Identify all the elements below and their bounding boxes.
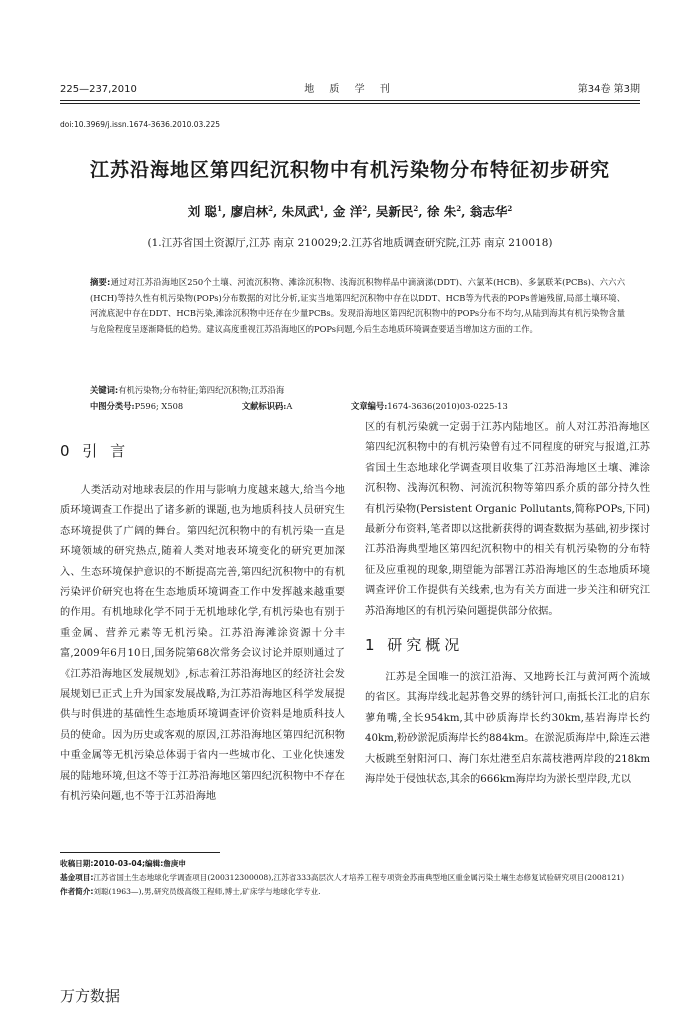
fund: 基金项目:江苏省国土生态地球化学调查项目(200312300008),江苏省333高层次人才培养工程专项资金苏南典型地区重金属污染土壤生态修复试验研究项目(2008121): [60, 873, 625, 882]
author: 吴新民$^2$: [375, 203, 419, 219]
received-date: 收稿日期:2010-03-04;编辑:詹庚申: [60, 859, 187, 868]
header-journal: 地 质 学 刊: [304, 84, 396, 95]
clc: 中图分类号:P596; X508: [90, 400, 184, 411]
affiliation: (1.江苏省国土资源厅,江苏 南京 210029;2.江苏省地质调查研究院,江苏 南京 210018): [147, 237, 553, 249]
intro-paragraph-continued: 区的有机污染就一定弱于江苏内陆地区。前人对江苏沿海地区第四纪沉积物中的有机污染曾有过不同程度的研究与报道,江苏省国土生态地球化学调查项目收集了江苏沿海地区土壤、滩涂沉积物、浅海沉积物、河流沉积物等第四系介质的部分持久性有机污染物(Persistent Organic Pollutants,简称POPs,下同)最新分布资料,笔者即以这批新获得的调查数据为基础,初步探讨江苏沿海典型地区第四纪沉积物中的相关有机污染物的分布特征及应重视的现象,期望能为部署江苏沿海地区的生态地质环境调查评价工作提供有关线索,也为有关方面进一步关注和研究江苏沿海地区的有机污染问题提供部分依据。: [365, 422, 650, 617]
header-rule-thick: [60, 100, 640, 101]
overview-paragraph: 江苏是全国唯一的滨江沿海、又地跨长江与黄河两个流域的省区。其海岸线北起苏鲁交界的绣针河口,南抵长江北的启东蓼角嘴,全长954km,其中砂质海岸长约30km,基岩海岸长约40km,粉砂淤泥质海岸长约884km。在淤泥质海岸中,除连云港大板跳至射阳河口、海门东灶港至启东蒿枝港两岸段的218km海岸处于侵蚀状态,其余的666km海岸均为淤长型岸段,尤以: [365, 672, 650, 786]
left-column: [60, 481, 345, 808]
doc-code: 文献标识码:A: [241, 400, 293, 411]
author: 翁志华$^2$: [469, 203, 513, 219]
keywords-text: 有机污染物;分布特征;第四纪沉积物;江苏沿海: [118, 385, 285, 395]
classification: [90, 399, 625, 415]
author: 金 洋$^2$: [332, 203, 368, 219]
author: 朱凤武$^1$: [281, 203, 325, 219]
intro-paragraph: 人类活动对地球表层的作用与影响力度越来越大,给当今地质环境调查工作提出了诸多新的课题,也为地质科技人员研究生态环境提供了广阔的舞台。第四纪沉积物中的有机污染一直是环境领域的研究热点,随着人类对地表环境变化的研究更加深入、生态环境保护意识的不断提高完善,第四纪沉积物中的有机污染评价研究也将在生态地质环境调查工作中发挥越来越重要的作用。有机地球化学不同于无机地球化学,有机污染也有别于重金属、营养元素等无机污染。江苏沿海滩涂资源十分丰富,2009年6月10日,国务院第68次常务会议讨论并原则通过了《江苏沿海地区发展规划》,标志着江苏沿海地区的经济社会发展规划已正式上升为国家发展战略,为江苏沿海地区科学发展提供与时俱进的基础性生态地质环境调查评价资料是地质科技人员的使命。因为历史或客观的原因,江苏沿海地区第四纪沉积物中重金属等无机污染总体弱于省内一些城市化、工业化快速发展的陆地环境,但这不等于江苏沿海地区第四纪沉积物中不存在有机污染问题,也不等于江苏沿海地: [60, 485, 345, 803]
running-header: [60, 83, 640, 97]
abstract-label: 摘要:: [90, 277, 111, 287]
keywords: [90, 383, 625, 399]
footnotes: [60, 852, 640, 899]
header-volume: 第34卷 第3期: [577, 84, 640, 95]
article-title: 江苏沿海地区第四纪沉积物中有机污染物分布特征初步研究: [89, 159, 610, 181]
right-column: [365, 418, 650, 791]
footnote-rule: [60, 852, 220, 853]
keywords-label: 关键词:: [90, 385, 119, 395]
doi: doi:10.3969/j.issn.1674-3636.2010.03.225: [60, 120, 220, 129]
article-number: 文章编号:1674-3636(2010)03-0225-13: [351, 400, 508, 411]
header-pages: 225—237,2010: [60, 84, 137, 95]
header-rule-thin: [60, 103, 640, 104]
watermark: 万方数据: [60, 987, 121, 1005]
abstract-text: 通过对江苏沿海地区250个土壤、河流沉积物、滩涂沉积物、浅海沉积物样品中滴滴涕(DDT)、六氯苯(HCB)、多氯联苯(PCBs)、六六六(HCH)等持久性有机污染物(POPs)分布数据的对比分析,证实当地第四纪沉积物中存在以DDT、HCB等为代表的POPs普遍残留,局部土壤环境、河流底泥中存在DDT、HCB污染,滩涂沉积物中还存在少量PCBs。发现沿海地区第四纪沉积物中的POPs分布不均匀,从陆到海其有机污染物含量与危险程度呈逐渐降低的趋势。建议高度重视江苏沿海地区的POPs问题,今后生态地质环境调查要适当增加这方面的工作。: [90, 277, 625, 334]
author-bio: 作者简介:刘聪(1963—),男,研究员级高级工程师,博士,矿床学与地球化学专业.: [60, 887, 321, 896]
section-heading-overview: 1 研究概况: [365, 636, 464, 655]
author: 廖启林$^2$: [230, 203, 274, 219]
article-meta: [90, 383, 625, 414]
author: 徐 朱$^2$: [426, 203, 462, 219]
section-heading-intro: 0 引 言: [60, 442, 130, 460]
author: 刘 聪$^1$: [187, 203, 222, 219]
authors: 刘 聪$^1$, 廖启林$^2$, 朱凤武$^1$, 金 洋$^2$, 吴新民$^2$, 徐 朱$^2$, 翁志华$^2$: [187, 203, 513, 219]
abstract: [90, 275, 625, 337]
